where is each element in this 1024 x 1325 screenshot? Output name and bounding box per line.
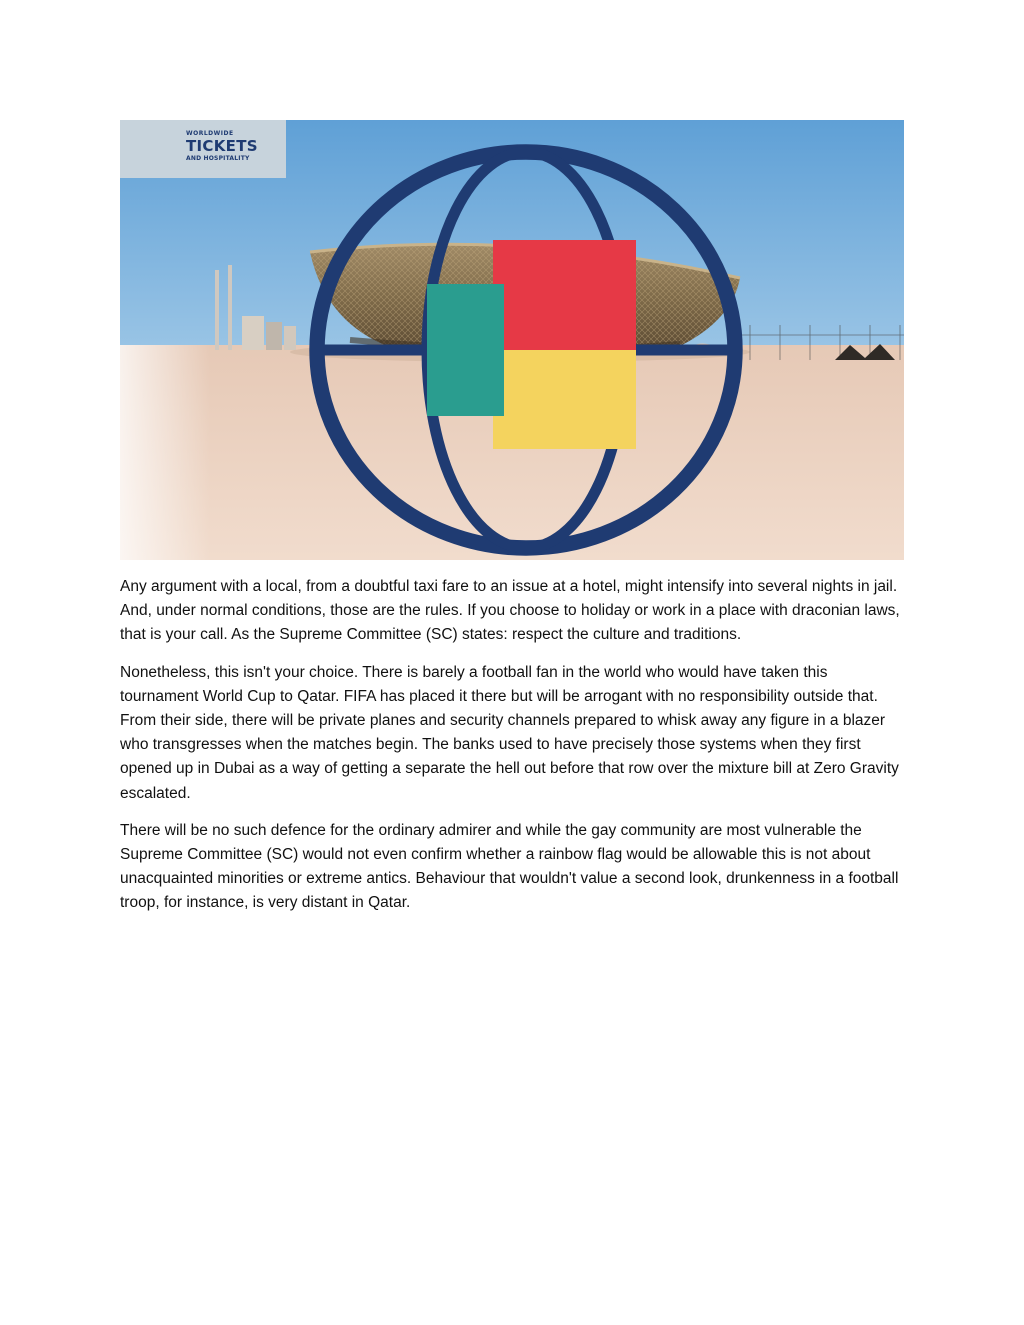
stadium-photo: [120, 120, 904, 560]
logo-wordmark: [186, 131, 258, 162]
logo-line-worldwide: WORLDWIDE: [186, 130, 234, 137]
logo-line-tickets: TICKETS: [186, 137, 258, 155]
paragraph-2: Nonetheless, this isn't your choice. There is barely a football fan in the world who would have taken this tournament World Cup to Qatar. FIFA has placed it there but will be arrogant with no responsibility outside that. From their side, there will be private planes and security channels prepared to whisk away any figure in a blazer who transgresses when the matches begin. The banks used to have precisely those systems when they first opened up in Dubai as a way of getting a separate the hell out before that row over the mixture bill at Zero Gravity escalated.: [120, 663, 899, 802]
logo-line-hospitality: AND HOSPITALITY: [186, 155, 250, 162]
globe-ticket-icon: [134, 130, 904, 560]
article-body: [120, 575, 904, 929]
paragraph-3: There will be no such defence for the ordinary admirer and while the gay community are most vulnerable the Supreme Committee (SC) would not even confirm whether a rainbow flag would be allowable this is not about unacquainted minorities or extreme antics. Behaviour that wouldn't value a second look, drunkenness in a football troop, for instance, is very distant in Qatar.: [120, 821, 899, 912]
brand-logo: [120, 120, 286, 178]
paragraph-1: Any argument with a local, from a doubtful taxi fare to an issue at a hotel, might intensify into several nights in jail. And, under normal conditions, those are the rules. If you choose to holiday or work in a place with draconian laws, that is your call. As the Supreme Committee (SC) states: respect the culture and traditions.: [120, 578, 900, 644]
